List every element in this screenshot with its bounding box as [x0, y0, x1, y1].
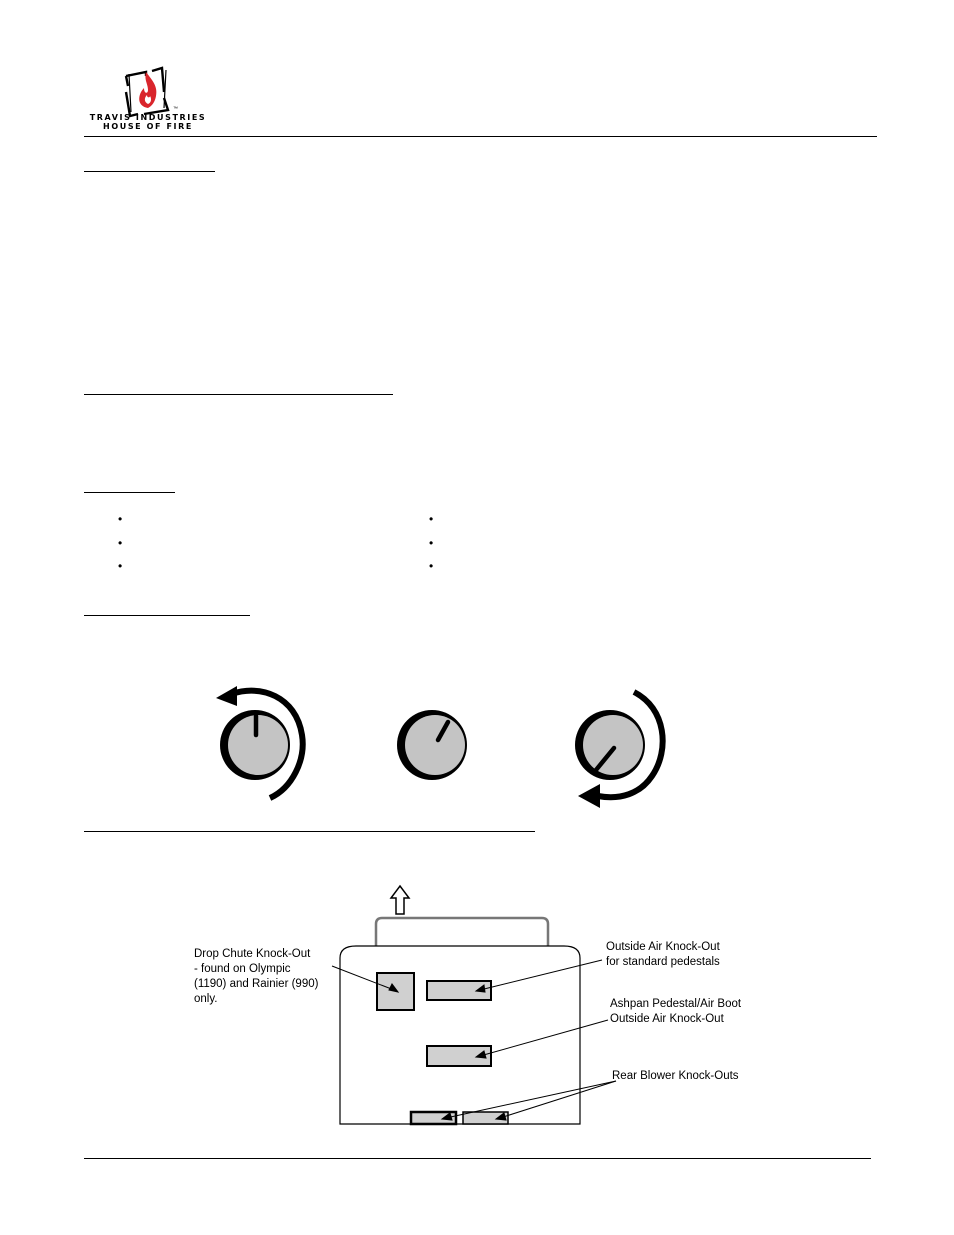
bullet-right-1: • [429, 512, 434, 526]
bullet-left-3: • [118, 559, 123, 573]
bullet-right-2: • [429, 536, 434, 550]
bullet-left-1: • [118, 512, 123, 526]
bullet-left-2: • [118, 536, 123, 550]
trademark-symbol: ™ [173, 106, 178, 112]
front-arrow-icon [391, 886, 409, 914]
knob-left [216, 686, 303, 798]
section-heading-1 [84, 171, 215, 172]
section-heading-4 [84, 615, 250, 616]
flame-icon [139, 72, 156, 108]
section-heading-3 [84, 492, 175, 493]
header-rule [84, 136, 877, 137]
stove-top-lip [376, 918, 548, 946]
section-heading-2 [84, 394, 393, 395]
footer-rule [84, 1158, 871, 1159]
section-heading-5 [84, 831, 535, 832]
knob-center [397, 710, 467, 780]
air-control-knobs [190, 680, 710, 820]
brand-tagline: HOUSE OF FIRE [103, 122, 193, 131]
callout-drop-chute: Drop Chute Knock-Out - found on Olympic (1190) and Rainier (990) only. [194, 948, 319, 1005]
brand-name: TRAVIS INDUSTRIES [89, 113, 207, 122]
callout-rear-blower: Rear Blower Knock-Outs [612, 1070, 739, 1082]
knob-right [575, 692, 663, 808]
callout-ashpan: Ashpan Pedestal/Air Boot Outside Air Knock-Out [610, 998, 742, 1025]
bullet-right-3: • [429, 559, 434, 573]
callout-outside-air: Outside Air Knock-Out for standard pedestals [606, 941, 720, 968]
clockwise-arrow-icon [578, 784, 600, 808]
counterclockwise-arrow-icon [216, 686, 237, 706]
